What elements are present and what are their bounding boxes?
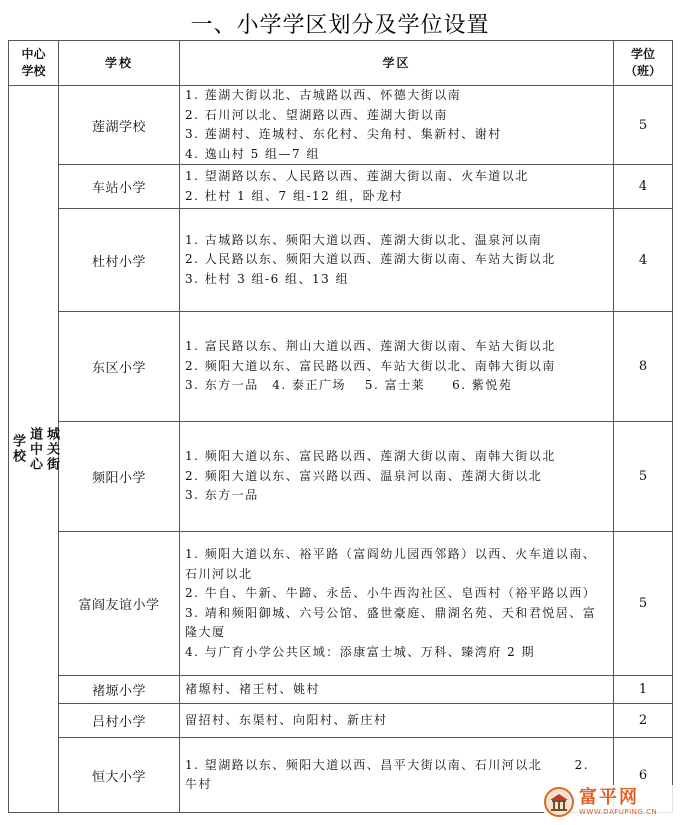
- zone-line: 3. 东方一品 4. 泰正广场 5. 富士莱 6. 紫悦苑: [185, 378, 513, 393]
- zone-line: 1. 望湖路以东、人民路以西、莲湖大街以南、火车道以北: [185, 169, 529, 183]
- header-school: 学校: [59, 41, 180, 86]
- center-school-cell: [9, 86, 59, 813]
- zone-cell: [180, 676, 614, 704]
- header-seats: 学位（班）: [614, 41, 673, 86]
- seats-value: 5: [614, 532, 673, 676]
- zone-cell: [180, 422, 614, 532]
- school-name: 恒大小学: [59, 738, 180, 813]
- seats-value: 5: [614, 422, 673, 532]
- header-row: [9, 41, 673, 86]
- center-school-name: 城关街道中心学校: [10, 426, 59, 472]
- zone-line: 2. 杜村 1 组、7 组-12 组，卧龙村: [185, 188, 404, 203]
- zone-line: 4. 与广育小学公共区域：添康富士城、万科、臻湾府 2 期: [185, 644, 536, 659]
- table-row: [9, 422, 673, 532]
- school-name: 车站小学: [59, 165, 180, 209]
- zone-cell: [180, 86, 614, 165]
- zone-line: 2. 频阳大道以东、富兴路以西、温泉河以南、莲湖大街以北 3. 东方一品: [185, 468, 597, 503]
- school-name: 莲湖学校: [59, 86, 180, 165]
- school-name: 东区小学: [59, 312, 180, 422]
- zone-line: 褚塬村、褚王村、姚村: [185, 681, 321, 696]
- zone-line: 2. 人民路以东、频阳大道以西、莲湖大街以南、车站大街以北: [185, 252, 556, 267]
- table-row: [9, 312, 673, 422]
- zone-cell: [180, 704, 614, 738]
- zone-line: 1. 古城路以东、频阳大道以西、莲湖大街以北、温泉河以南: [185, 232, 543, 247]
- header-center-school: 中心学校: [9, 41, 59, 86]
- zone-cell: [180, 209, 614, 312]
- seats-value: 5: [614, 86, 673, 165]
- zone-line: 留招村、东渠村、向阳村、新庄村: [185, 712, 388, 727]
- temple-icon: [544, 787, 574, 817]
- table-row: [9, 209, 673, 312]
- zone-cell: [180, 165, 614, 209]
- seats-value: 4: [614, 209, 673, 312]
- zone-line: 2. 石川河以北、望湖路以西、莲湖大街以南: [185, 107, 448, 122]
- zone-line: 1. 莲湖大街以北、古城路以西、怀德大街以南: [185, 88, 462, 102]
- zone-line: 2. 频阳大道以东、富民路以西、车站大街以北、南韩大街以南: [185, 358, 556, 373]
- zone-line: 1. 富民路以东、荆山大道以西、莲湖大街以南、车站大街以北: [185, 339, 556, 354]
- seats-value: 4: [614, 165, 673, 209]
- table-row: [9, 676, 673, 704]
- zone-line: 1. 频阳大道以东、裕平路（富阎幼儿园西邻路）以西、火车道以南、石川河以北: [185, 547, 597, 581]
- watermark-url: WWW.DAFUPING.CN: [579, 807, 658, 816]
- school-district-table: [8, 40, 673, 813]
- seats-value: 1: [614, 676, 673, 704]
- page-title: 一、小学学区划分及学位设置: [190, 13, 490, 38]
- zone-line: 3. 杜村 3 组-6 组、13 组: [185, 271, 350, 286]
- zone-line: 1. 频阳大道以东、富民路以西、莲湖大街以南、南韩大街以北: [185, 449, 556, 464]
- zone-line: 4. 逸山村 5 组—7 组: [185, 146, 320, 161]
- watermark-name: 富平网: [579, 786, 639, 808]
- seats-value: 6: [614, 738, 673, 813]
- zone-line: 1. 望湖路以东、频阳大道以西、昌平大街以南、石川河以北 2. 牛村: [185, 757, 590, 791]
- school-name: 吕村小学: [59, 704, 180, 738]
- school-name: 褚塬小学: [59, 676, 180, 704]
- zone-line: 3. 靖和频阳御城、六号公馆、盛世豪庭、鼎湖名苑、天和君悦居、富隆大厦: [185, 605, 597, 639]
- header-zone: 学区: [180, 41, 614, 86]
- zone-line: 3. 莲湖村、连城村、东化村、尖角村、集新村、谢村: [185, 127, 502, 141]
- table-row: [9, 704, 673, 738]
- school-name: 富阎友谊小学: [59, 532, 180, 676]
- table-row: [9, 86, 673, 165]
- zone-cell: [180, 532, 614, 676]
- table-row: [9, 165, 673, 209]
- school-name: 杜村小学: [59, 209, 180, 312]
- zone-line: 2. 牛自、牛新、牛蹄、永岳、小牛西沟社区、皂西村（裕平路以西）: [185, 586, 597, 600]
- zone-cell: [180, 312, 614, 422]
- school-name: 频阳小学: [59, 422, 180, 532]
- table-row: [9, 532, 673, 676]
- seats-value: 8: [614, 312, 673, 422]
- seats-value: 2: [614, 704, 673, 738]
- site-watermark: [544, 785, 674, 819]
